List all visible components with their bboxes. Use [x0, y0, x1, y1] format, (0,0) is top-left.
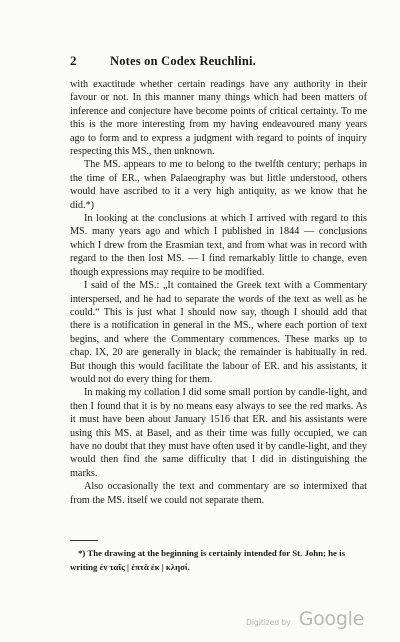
paragraph-collation: In making my collation I did some small portion by candle-light, and then I found that it is by no means easy always to see the red marks. As it must have been about January 1516 that ER. and his assistants were using this MS. at Basel, and as their time was fully occupied, we can have no doubt that they must have often used it by candle-light, and they would then find the same difficulty that I did in distinguishing the marks.	[70, 387, 367, 479]
page-number: 2	[70, 53, 77, 68]
watermark-prefix: Digitized by	[246, 618, 291, 627]
body-text	[70, 78, 367, 507]
paragraph-continuation: with exactitude whether certain readings have any authority in their favour or not. In this manner many things which had been matters of inference and conjecture have become points of critical certainty. To me this is the more interesting from my having endeavoured many years ago to form and to express a judgment with regard to points of inquiry respecting this MS., then unknown.	[70, 79, 367, 158]
digitization-watermark	[246, 608, 364, 630]
paragraph-greek-text: I said of the MS.: „It contained the Greek text with a Commentary interspersed, and he had to separate the words of the text as well as he could.“ This is just what I should now say, though I should add that there is a notification in general in the MS., where each portion of text begins, and where the Commentary commences. These marks up to chap. IX, 20 are generally in black; the remainder is habitually in red. But though this would facilitate the labour of ER. and his assistants, it would not do every thing for them.	[70, 280, 367, 385]
footnote-rule	[70, 540, 98, 541]
running-head: Notes on Codex Reuchlini.	[110, 54, 256, 68]
footnote: *) The drawing at the beginning is certainly intended for St. John; he is writing ἐν ταῖς | ἑπτὰ ἐκ | κλησί.	[70, 548, 346, 572]
page-header	[70, 53, 366, 69]
paragraph-intermixed: Also occasionally the text and commentary are so intermixed that from the MS. itself we could not separate them.	[70, 481, 367, 506]
paragraph-dating: The MS. appears to me to belong to the twelfth century; perhaps in the time of ER., when Palaeography was but little understood, others would have ascribed to it a very high antiquity, as we know that he did.*)	[70, 159, 367, 211]
google-logo: Google	[298, 608, 364, 630]
paragraph-conclusions: In looking at the conclusions at which I arrived with regard to this MS. many years ago and which I published in 1844 — conclusions which I drew from the Erasmian text, and from what was in record with regard to the then lost MS. — I find remarkably little to change, even though expressions may require to be modified.	[70, 213, 367, 278]
